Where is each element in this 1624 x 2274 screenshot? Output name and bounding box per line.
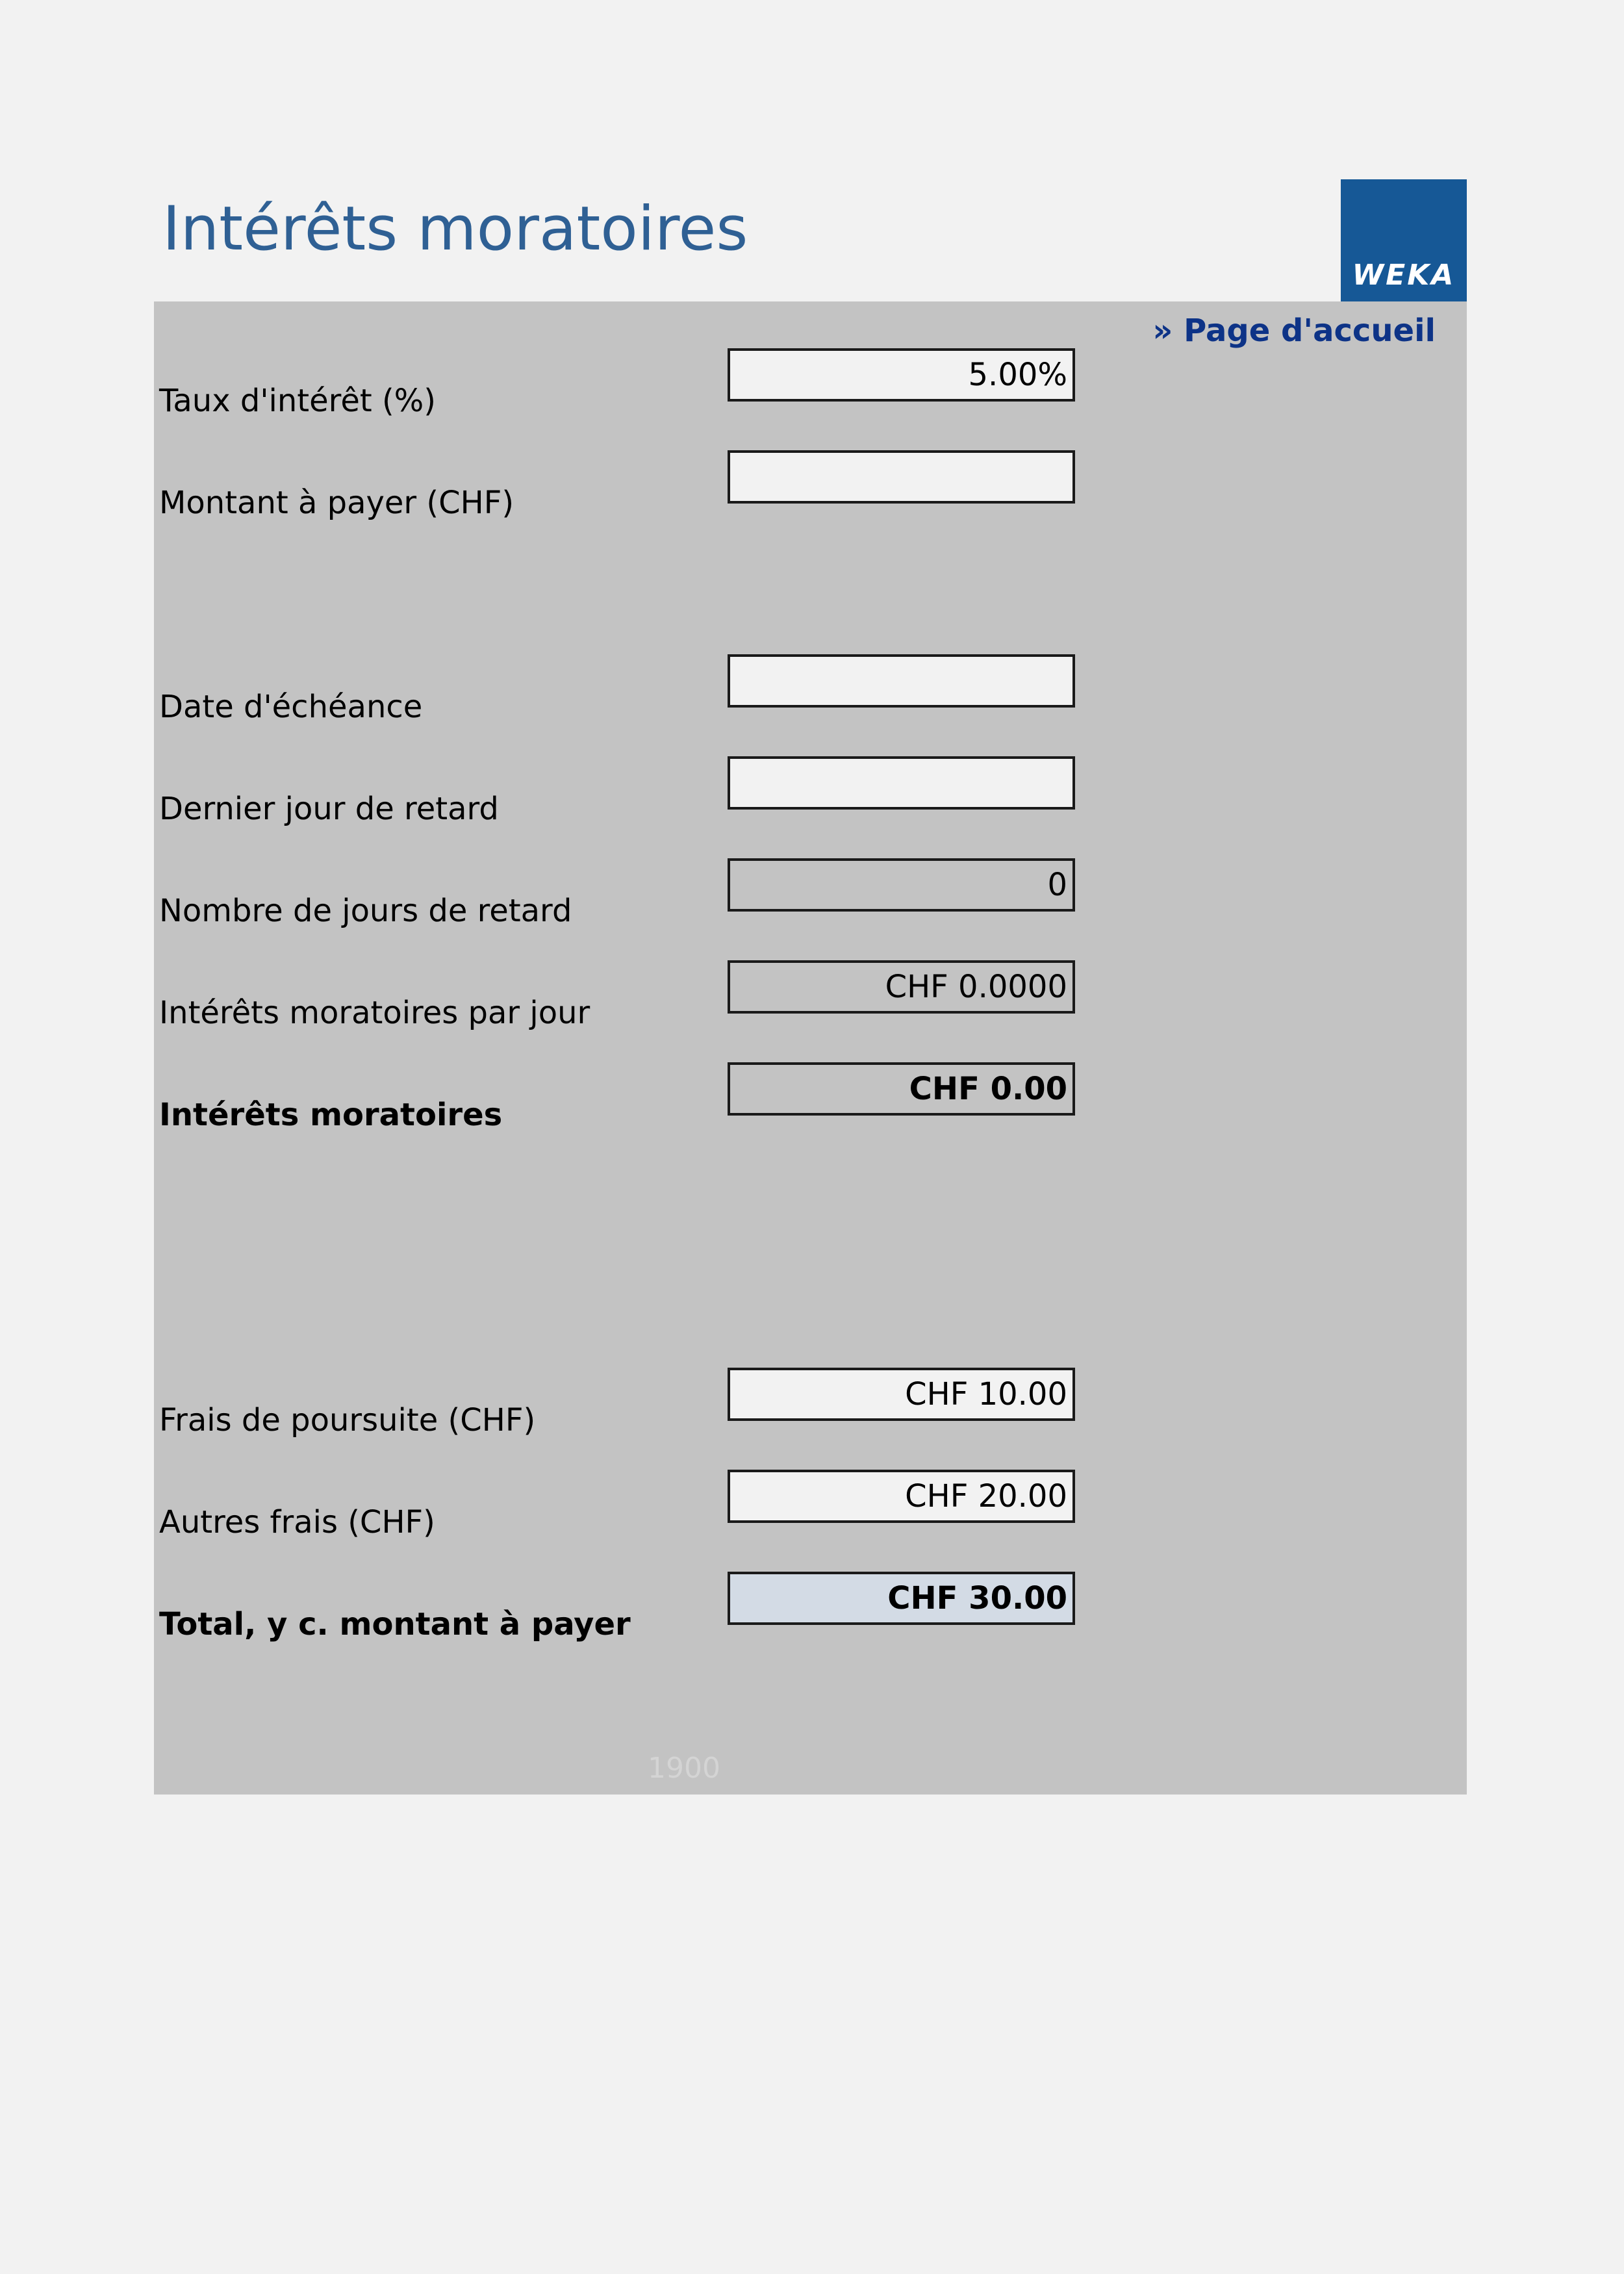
days-late-label: Nombre de jours de retard xyxy=(159,893,572,929)
amount-due-input[interactable] xyxy=(728,450,1075,504)
last-late-day-input[interactable] xyxy=(728,756,1075,810)
interest-per-day-label: Intérêts moratoires par jour xyxy=(159,995,590,1031)
interest-rate-label: Taux d'intérêt (%) xyxy=(159,383,436,419)
interest-rate-input[interactable]: 5.00% xyxy=(728,348,1075,402)
footer-year: 1900 xyxy=(648,1752,720,1785)
interest-total-label: Intérêts moratoires xyxy=(159,1097,503,1133)
amount-due-label: Montant à payer (CHF) xyxy=(159,485,514,521)
due-date-label: Date d'échéance xyxy=(159,689,423,725)
grand-total-value: CHF 30.00 xyxy=(728,1572,1075,1625)
page-title: Intérêts moratoires xyxy=(162,194,748,264)
collection-fees-input[interactable]: CHF 10.00 xyxy=(728,1368,1075,1421)
due-date-input[interactable] xyxy=(728,654,1075,708)
interest-total-value: CHF 0.00 xyxy=(728,1062,1075,1116)
interest-per-day-value: CHF 0.0000 xyxy=(728,960,1075,1014)
days-late-value: 0 xyxy=(728,858,1075,912)
home-page-link[interactable]: » Page d'accueil xyxy=(1152,313,1436,349)
collection-fees-label: Frais de poursuite (CHF) xyxy=(159,1402,536,1438)
weka-logo xyxy=(1341,179,1467,301)
other-fees-label: Autres frais (CHF) xyxy=(159,1504,435,1540)
logo-text: WEKA xyxy=(1352,259,1456,292)
calculator-panel xyxy=(154,301,1467,1795)
other-fees-input[interactable]: CHF 20.00 xyxy=(728,1470,1075,1523)
last-late-day-label: Dernier jour de retard xyxy=(159,791,499,827)
grand-total-label: Total, y c. montant à payer xyxy=(159,1606,631,1642)
